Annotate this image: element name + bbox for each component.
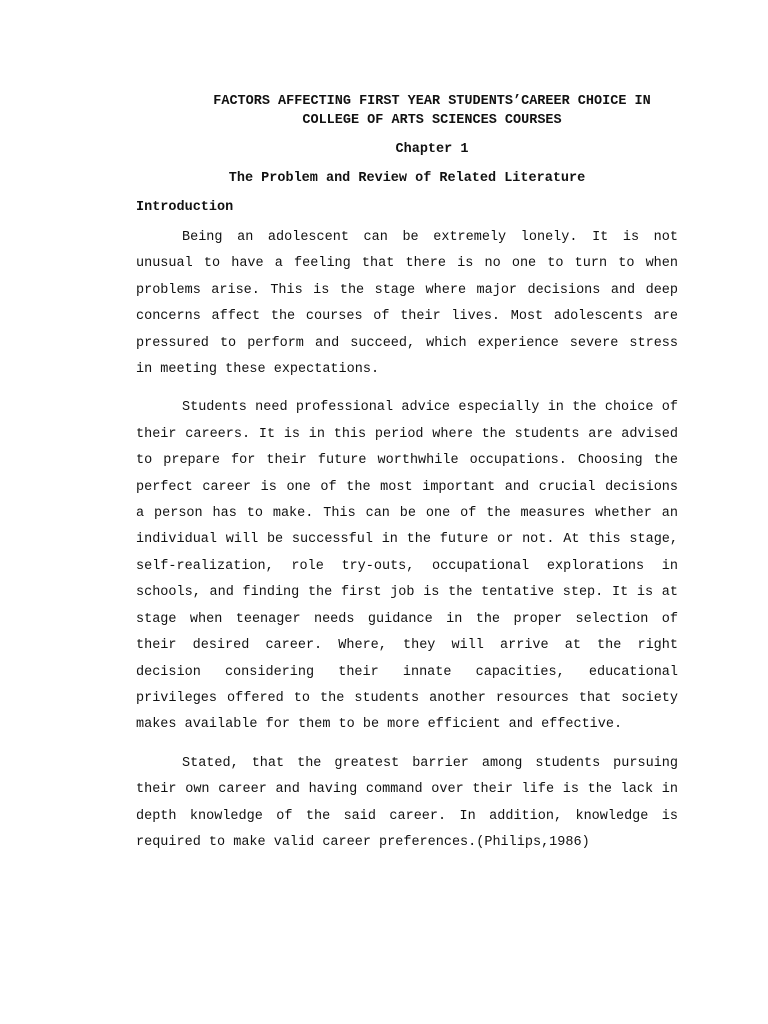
paragraph-2: Students need professional advice especially in the choice of their careers. It is in this period where the students are advised to prepare for their future worthwhile occupations. Choosing the perfect career is one of the most important and crucial decisions a person has to make. This can be one of the measures whether an individual will be successful in the future or not. At this stage, self-realization, role try-outs, occupational explorations in schools, and finding the first job is the tentative step. It is at stage when teenager needs guidance in the proper selection of their desired career. Where, they will arrive at the right decision considering their innate capacities, educational privileges offered to the students another resources that society makes available for them to be more efficient and effective. [136, 400, 678, 733]
title-line-1: FACTORS AFFECTING FIRST YEAR STUDENTS’CAREER CHOICE IN [213, 94, 651, 109]
paragraph-3: Stated, that the greatest barrier among students pursuing their own career and having command over their life is the lack in depth knowledge of the said career. In addition, knowledge is required to make valid career preferences.(Philips,1986) [136, 755, 678, 850]
paragraph-1: Being an adolescent can be extremely lonely. It is not unusual to have a feeling that there is no one to turn to when problems arise. This is the stage where major decisions and deep concerns affect the courses of their lives. Most adolescents are pressured to perform and succeed, which experience severe stress in meeting these expectations. [136, 230, 678, 378]
document-title [136, 92, 678, 130]
title-line-2: COLLEGE OF ARTS SCIENCES COURSES [302, 113, 562, 128]
chapter-heading: Chapter 1 [395, 142, 469, 157]
section-heading: Introduction [136, 200, 234, 215]
chapter-subtitle: The Problem and Review of Related Literature [228, 171, 586, 186]
